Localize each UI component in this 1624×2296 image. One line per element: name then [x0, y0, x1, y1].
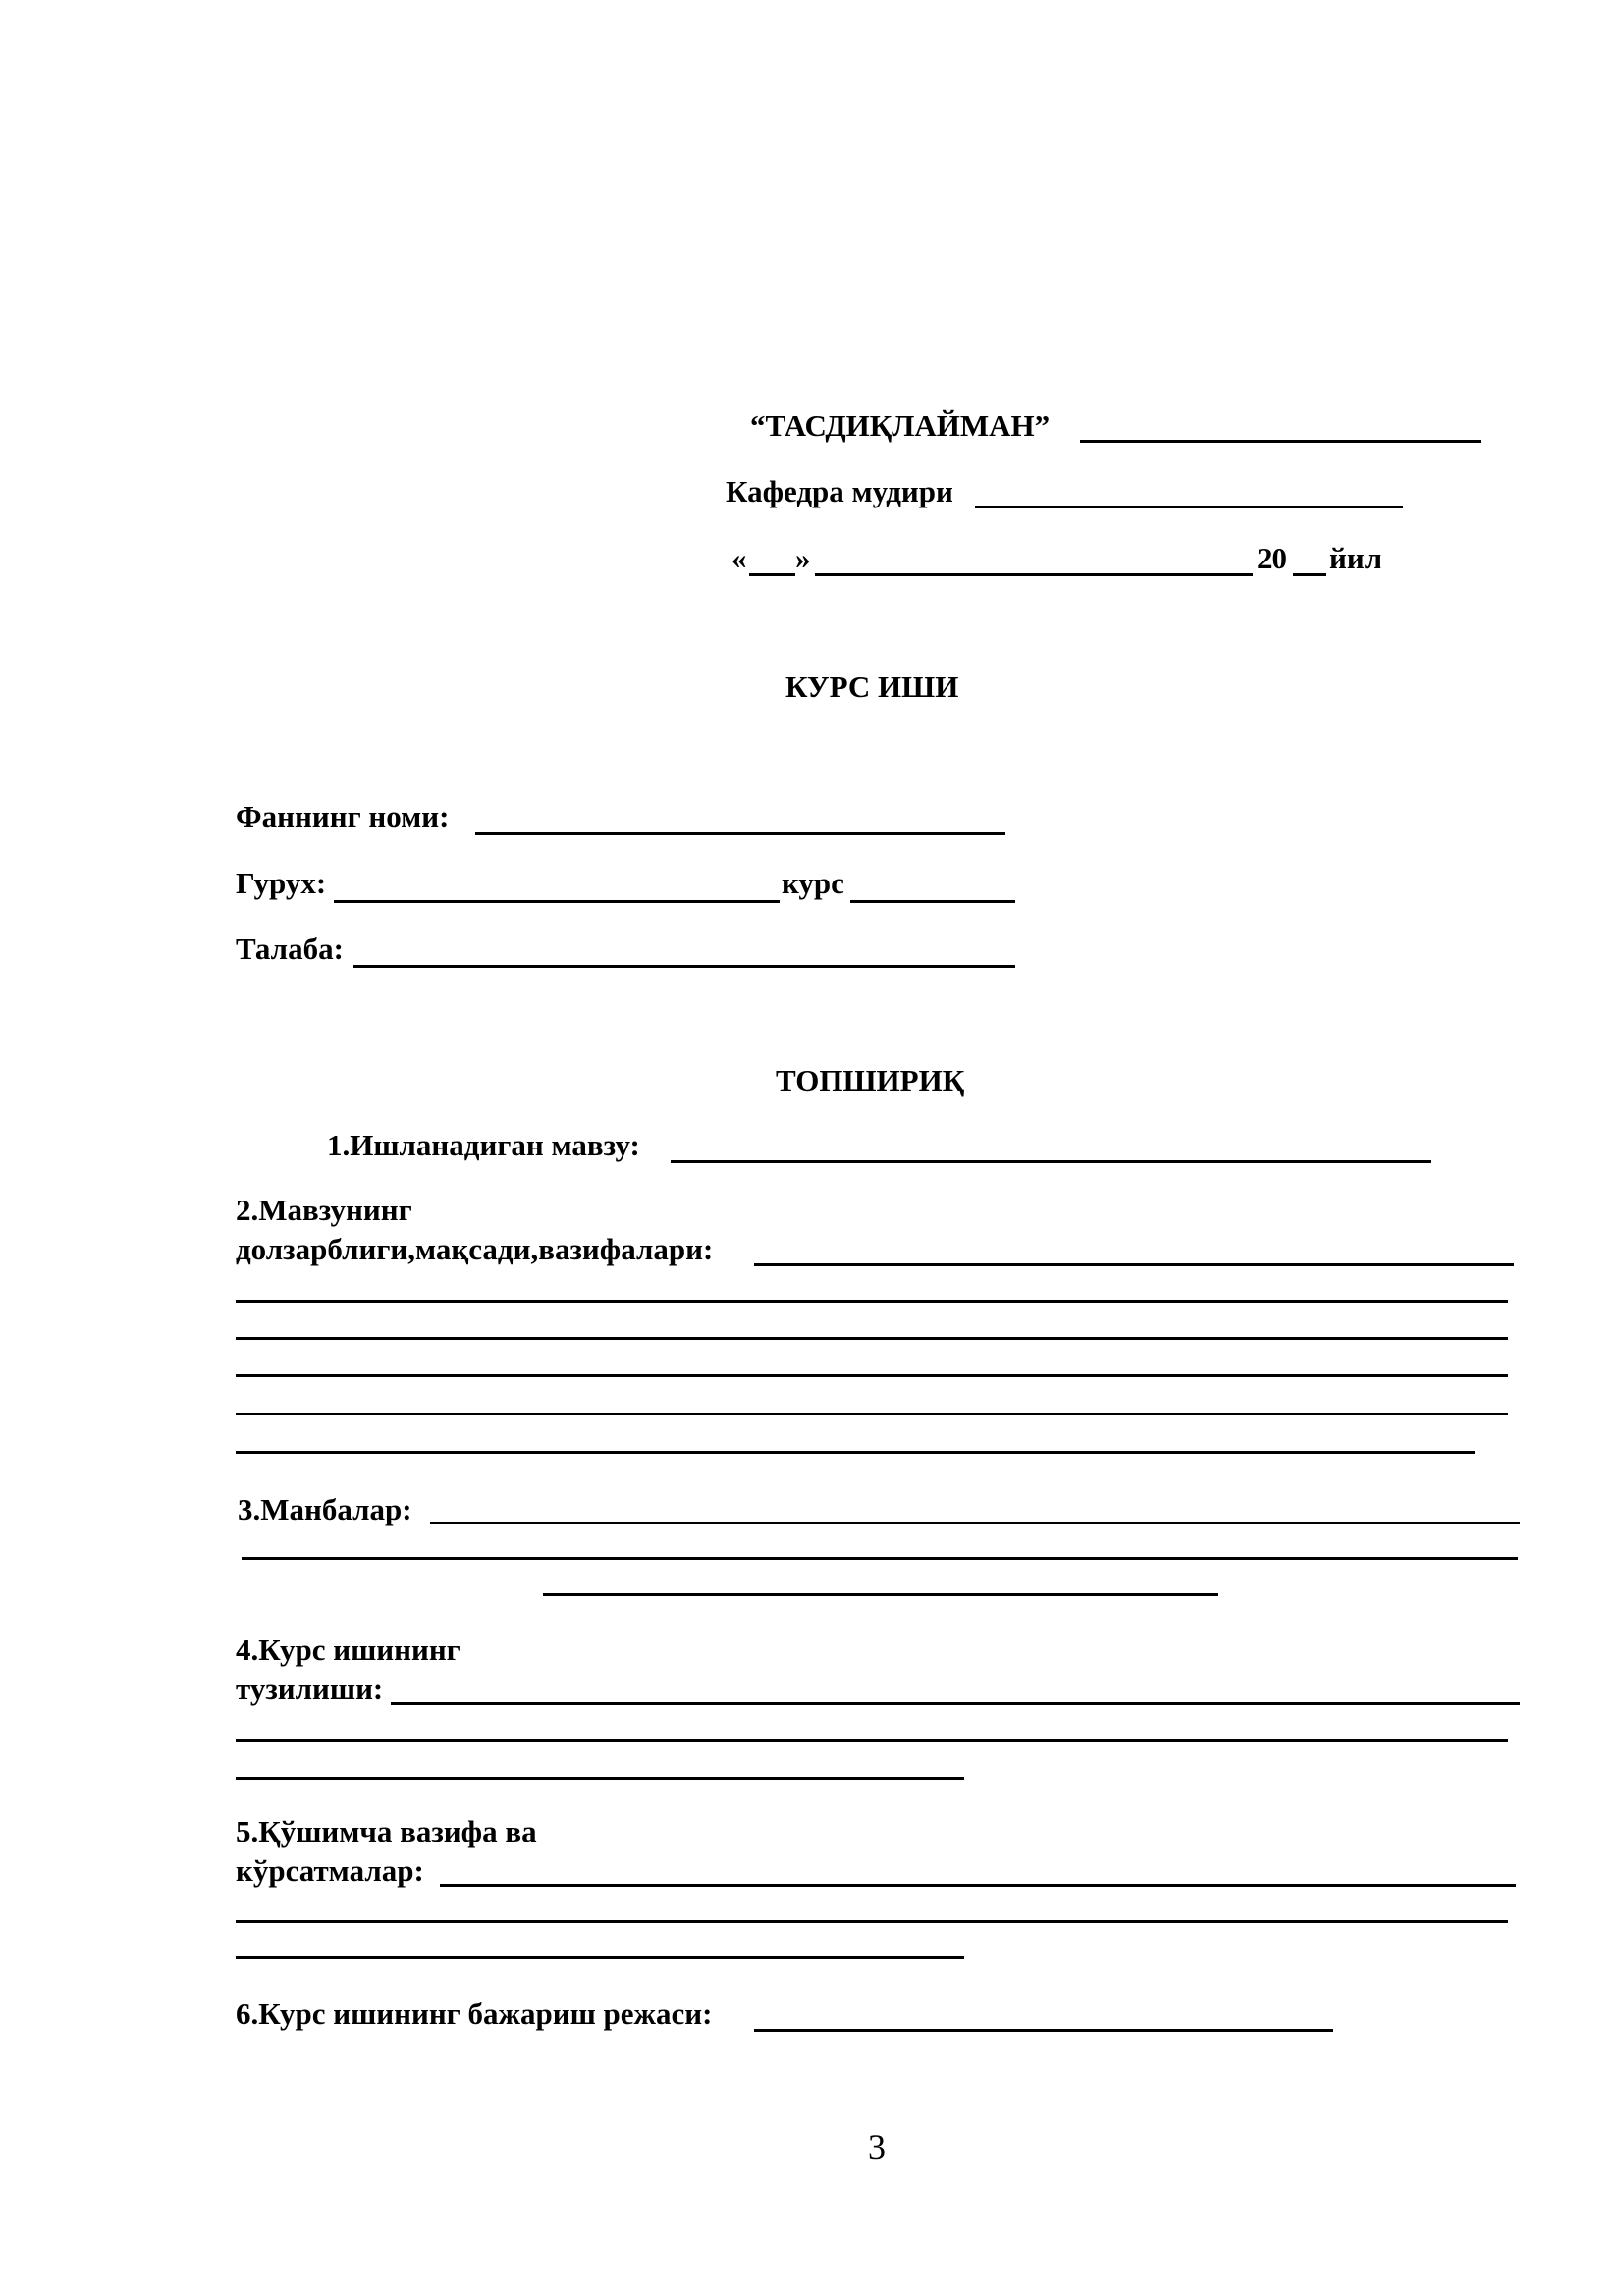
relevance-label-line1: 2.Мавзунинг [236, 1193, 412, 1227]
group-label: Гурух: [236, 866, 327, 900]
course-label: курс [782, 866, 844, 900]
sources-field-line-4[interactable] [543, 1593, 1218, 1596]
sources-field-line-2[interactable] [892, 1522, 1520, 1524]
structure-label-line1: 4.Курс ишининг [236, 1632, 460, 1667]
page-number: 3 [868, 2127, 886, 2166]
structure-field-line-2[interactable] [236, 1739, 1508, 1742]
structure-field-line-3[interactable] [236, 1777, 964, 1780]
extra-field-line-1[interactable] [440, 1884, 1516, 1887]
relevance-field-line-5[interactable] [236, 1413, 1508, 1415]
structure-label-line2: тузилиши: [236, 1672, 384, 1706]
extra-field-line-2[interactable] [236, 1920, 1508, 1923]
assignment-title: ТОПШИРИҚ [776, 1063, 965, 1097]
extra-field-line-3[interactable] [236, 1956, 964, 1959]
date-close-quote: » [795, 541, 811, 575]
plan-label: 6.Курс ишининг бажариш режаси: [236, 1997, 713, 2031]
relevance-label-line2: долзарблиги,мақсади,вазифалари: [236, 1232, 714, 1266]
sources-label: 3.Манбалар: [238, 1492, 412, 1526]
topic-field-line[interactable] [671, 1160, 1431, 1163]
relevance-field-line-4[interactable] [236, 1374, 1508, 1377]
head-signature-line[interactable] [975, 506, 1403, 508]
head-of-department-label: Кафедра мудири [726, 474, 953, 508]
subject-field-line[interactable] [475, 832, 1005, 835]
relevance-field-line-6[interactable] [236, 1451, 1475, 1454]
student-label: Талаба: [236, 932, 344, 966]
structure-field-line-1[interactable] [391, 1702, 1520, 1705]
subject-label: Фаннинг номи: [236, 799, 450, 833]
date-year-line[interactable] [1293, 573, 1326, 576]
course-field-line[interactable] [850, 900, 1015, 903]
date-year-suffix: йил [1329, 541, 1382, 575]
student-field-line[interactable] [353, 965, 1015, 968]
relevance-field-line-3[interactable] [236, 1337, 1508, 1340]
date-day-line[interactable] [749, 573, 795, 576]
sources-field-line-3[interactable] [242, 1557, 1518, 1560]
extra-label-line2: кўрсатмалар: [236, 1853, 424, 1888]
topic-label: 1.Ишланадиган мавзу: [327, 1128, 640, 1162]
sources-field-line-1[interactable] [430, 1522, 892, 1524]
plan-field-line[interactable] [754, 2029, 1333, 2032]
date-open-quote: « [731, 541, 747, 575]
date-month-line[interactable] [815, 573, 1253, 576]
relevance-field-line-2[interactable] [236, 1300, 1508, 1303]
approve-label: “ТАСДИҚЛАЙМАН” [750, 408, 1051, 443]
date-year-prefix: 20 [1257, 541, 1287, 575]
page-title: КУРС ИШИ [785, 669, 959, 704]
group-field-line[interactable] [334, 900, 780, 903]
approve-signature-line[interactable] [1080, 440, 1481, 443]
relevance-field-line-1[interactable] [754, 1263, 1514, 1266]
extra-label-line1: 5.Қўшимча вазифа ва [236, 1814, 537, 1848]
